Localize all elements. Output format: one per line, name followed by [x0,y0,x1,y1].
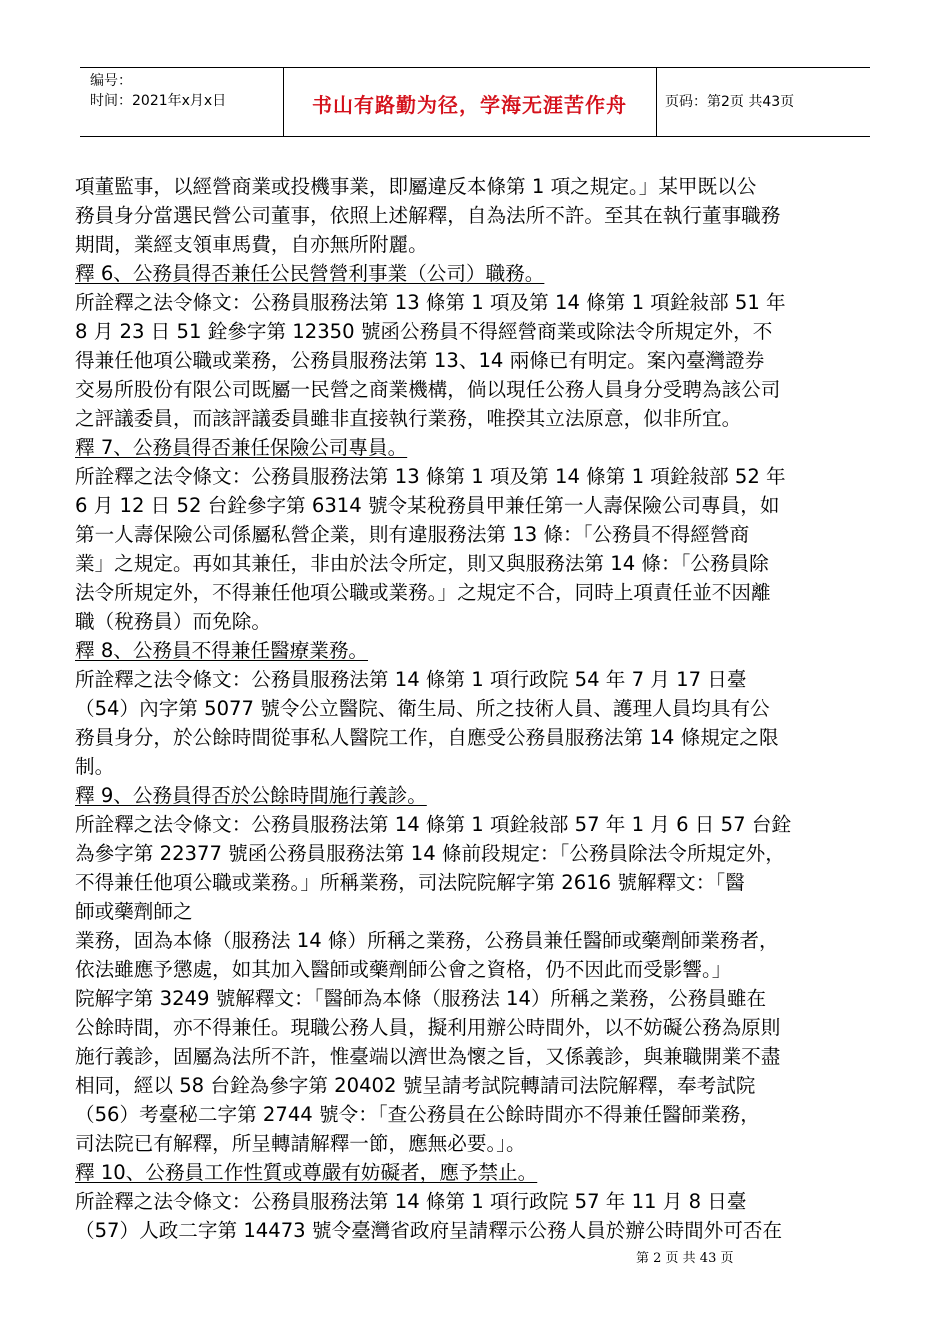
body-text-line: 所詮釋之法令條文：公務員服務法第 14 條第 1 項銓敍部 57 年 1 月 6 日 57 台銓 [75,813,791,836]
section-heading: 釋 7、公務員得否兼任保險公司專員。 [75,436,408,459]
body-text-line: 務員身分，於公餘時間從事私人醫院工作，自應受公務員服務法第 14 條規定之限 [75,726,779,749]
body-text-line: 之評議委員，而該評議委員雖非直接執行業務，唯揆其立法原意，似非所宜。 [75,407,742,430]
body-text-line: 職（稅務員）而免除。 [75,610,271,633]
body-text-line: 所詮釋之法令條文：公務員服務法第 14 條第 1 項行政院 57 年 11 月 8 日臺 [75,1190,747,1213]
body-text-line: 制。 [75,755,115,778]
body-text-line: 項董監事，以經營商業或投機事業，即屬違反本條第 1 項之規定。」某甲既以公 [75,175,757,198]
body-text-line: 業務，固為本條（服務法 14 條）所稱之業務，公務員兼任醫師或藥劑師業務者， [75,929,779,952]
body-text-line: 期間，業經支領車馬費，自亦無所附麗。 [75,233,428,256]
body-text-line: 6 月 12 日 52 台銓參字第 6314 號令某稅務員甲兼任第一人壽保險公司專員，如 [75,494,780,517]
document-body [75,172,875,1245]
header-number-label: 编号： [90,73,132,89]
body-text-line: 依法雖應予懲處，如其加入醫師或藥劑師公會之資格，仍不因此而受影響。」 [75,958,732,981]
body-text-line: 所詮釋之法令條文：公務員服務法第 13 條第 1 項及第 14 條第 1 項銓敍部 51 年 [75,291,786,314]
body-text-line: 施行義診，固屬為法所不許，惟臺端以濟世為懷之旨，又係義診，與兼職開業不盡 [75,1045,781,1068]
section-heading: 釋 8、公務員不得兼任醫療業務。 [75,639,369,662]
body-text-line: 相同，經以 58 台銓為參字第 20402 號呈請考試院轉請司法院解釋，奉考試院 [75,1074,756,1097]
header-divider-right [656,67,657,137]
body-text-line: 法令所規定外，不得兼任他項公職或業務。」之規定不合，同時上項責任並不因離 [75,581,771,604]
body-text-line: 8 月 23 日 51 銓參字第 12350 號函公務員不得經營商業或除法令所規定外，不 [75,320,773,343]
body-text-line: 公餘時間，亦不得兼任。現職公務人員，擬利用辦公時間外，以不妨礙公務為原則 [75,1016,781,1039]
body-text-line: 第一人壽保險公司係屬私營企業，則有違服務法第 13 條：「公務員不得經營商 [75,523,750,546]
body-text-line: 司法院已有解釋，所呈轉請解釋一節，應無必要。」。 [75,1132,526,1155]
header-motto: 书山有路勤为径，学海无涯苦作舟 [312,93,627,117]
header-info [90,71,226,111]
section-heading: 釋 10、公務員工作性質或尊嚴有妨礙者，應予禁止。 [75,1161,538,1184]
body-text-line: 不得兼任他項公職或業務。」所稱業務，司法院院解字第 2616 號解釋文：「醫 [75,871,745,894]
section-heading: 釋 9、公務員得否於公餘時間施行義診。 [75,784,427,807]
body-text-line: 為參字第 22377 號函公務員服務法第 14 條前段規定：「公務員除法令所規定外， [75,842,785,865]
body-text-line: 院解字第 3249 號解釋文：「醫師為本條（服務法 14）所稱之業務，公務員雖在 [75,987,767,1010]
body-text-line: （54）內字第 5077 號令公立醫院、衛生局、所之技術人員、護理人員均具有公 [75,697,770,720]
body-text-line: 務員身分當選民營公司董事，依照上述解釋，自為法所不許。至其在執行董事職務 [75,204,781,227]
page-footer: 第 2 页 共 43 页 [636,1251,734,1266]
body-text-line: （56）考臺秘二字第 2744 號令：「查公務員在公餘時間亦不得兼任醫師業務， [75,1103,760,1126]
page-header [80,67,870,137]
header-time-label: 时间：2021年x月x日 [90,93,227,109]
body-text-line: （57）人政二字第 14473 號令臺灣省政府呈請釋示公務人員於辦公時間外可否在 [75,1219,783,1242]
body-text-line: 得兼任他項公職或業務，公務員服務法第 13、14 兩條已有明定。案內臺灣證券 [75,349,765,372]
body-text-line: 交易所股份有限公司既屬一民營之商業機構，倘以現任公務人員身分受聘為該公司 [75,378,781,401]
header-top-rule [80,67,870,68]
header-page-label: 页码：第2页 共43页 [665,94,795,110]
header-bottom-rule [80,136,870,137]
section-heading: 釋 6、公務員得否兼任公民營營利事業（公司）職務。 [75,262,545,285]
body-text-line: 所詮釋之法令條文：公務員服務法第 14 條第 1 項行政院 54 年 7 月 17 日臺 [75,668,747,691]
body-text-line: 所詮釋之法令條文：公務員服務法第 13 條第 1 項及第 14 條第 1 項銓敍部 52 年 [75,465,786,488]
body-text-line: 業」之規定。再如其兼任，非由於法令所定，則又與服務法第 14 條：「公務員除 [75,552,769,575]
body-text-line: 師或藥劑師之 [75,900,193,923]
